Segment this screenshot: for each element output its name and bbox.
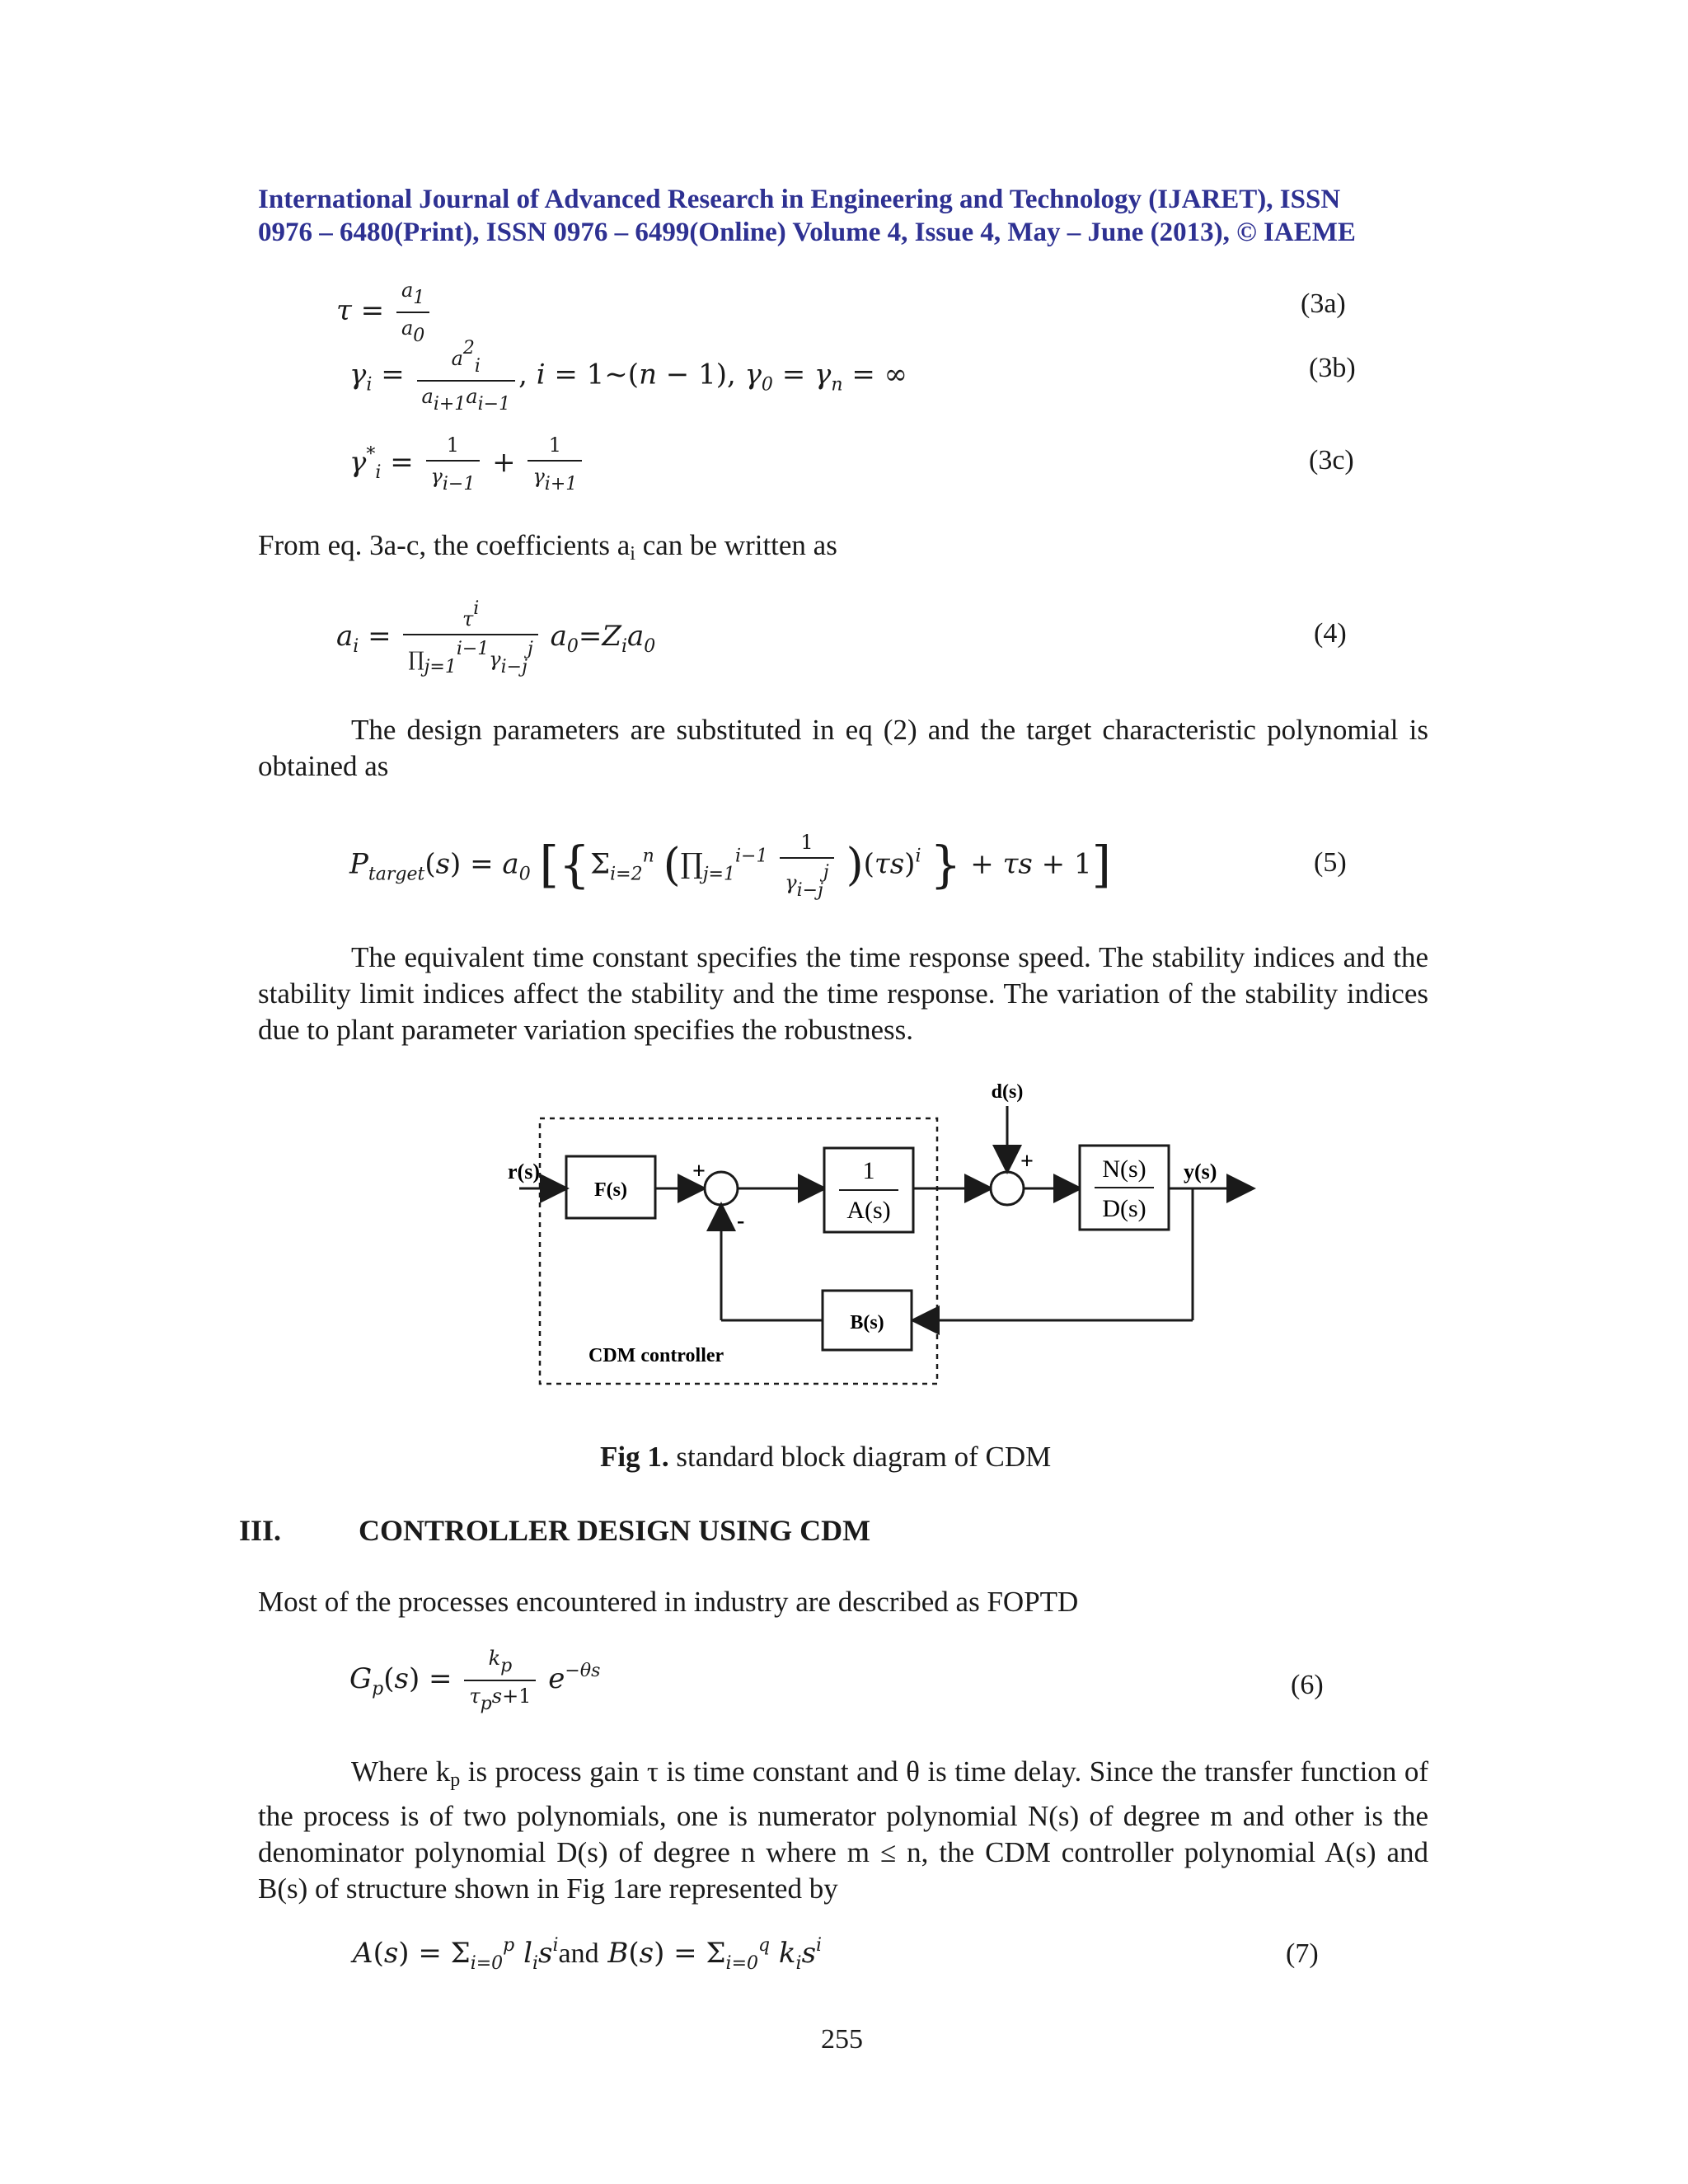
equation-5-number: (5) <box>1314 847 1347 878</box>
plus-sign-2: + <box>1020 1149 1034 1174</box>
block-plant-numerator: N(s) <box>1102 1155 1146 1183</box>
equation-3b: $\gamma_i$ = $\frac{a2i}{ai+1ai-1}$ , i = 1~(n − 1), $\gamma_0 = \gamma_n$ = ∞ <box>349 338 907 415</box>
header-line-1: International Journal of Advanced Research in Engineering and Technology (IJARET), ISSN <box>258 185 1341 214</box>
process-description-paragraph: Where kp is process gain τ is time constant and θ is time delay. Since the transfer function of the process is of two polynomials, one is numerator polynomial N(s) of degree m and other is the denominator polynomial D(s) of degree n where m ≤ n, the CDM controller polynomial A(s) and B(s) of structure shown in Fig 1are represented by <box>258 1755 1428 1905</box>
minus-sign: - <box>737 1208 745 1234</box>
block-plant-denominator: D(s) <box>1102 1195 1146 1222</box>
plus-sign-1: + <box>692 1159 706 1184</box>
equation-3c: $\gamma^*_i$ = $\frac{1}{\gamma i-1}$ + $\frac{1}{\gamma i+1}$ <box>349 434 585 494</box>
block-inverse-a-denominator: A(s) <box>846 1197 891 1224</box>
section-number: III. <box>239 1514 282 1547</box>
equation-4: $a_i$ = $\frac{\tau i}{\prod j=1i-1\gamma i-jj}$ $a_0=Z_ia_0$ <box>336 598 656 677</box>
block-f-label: F(s) <box>594 1179 627 1201</box>
journal-header <box>258 183 1428 249</box>
block-inverse-a-numerator: 1 <box>862 1157 875 1184</box>
disturbance-d-label: d(s) <box>991 1081 1024 1103</box>
equation-3c-number: (3c) <box>1309 445 1354 476</box>
equation-5: $P_{target}(s) = a_0$ [{$\Sigma_{i=2}^n$ ($\prod_{j=1}^{i-1}$ $\frac{1}{\gamma i-jj}$ )$(\tau s)^i$ } + τs + 1] <box>349 831 1112 901</box>
header-line-2: 0976 – 6480(Print), ISSN 0976 – 6499(Online) Volume 4, Issue 4, May – June (2013), © IAEME <box>258 218 1356 247</box>
coefficient-intro-text: From eq. 3a-c, the coefficients ai can be written as <box>258 529 837 565</box>
equation-3a-number: (3a) <box>1301 288 1346 319</box>
cdm-controller-label: CDM controller <box>588 1345 724 1366</box>
equivalent-time-paragraph: The equivalent time constant specifies the time response speed. The stability indices and the stability limit indices affect the stability and the time response. The variation of the stability indices due to plant parameter variation specifies the robustness. <box>258 941 1428 1046</box>
equation-3b-number: (3b) <box>1309 353 1356 383</box>
design-paragraph: The design parameters are substituted in eq (2) and the target characteristic polynomial is obtained as <box>258 714 1428 782</box>
summing-junction-2 <box>991 1172 1024 1205</box>
foptd-text: Most of the processes encountered in industry are described as FOPTD <box>258 1586 1079 1618</box>
equation-6: $G_p(s)$ = $\frac{kp}{\text{τps+1}}$ $e^{-\theta s}$ <box>349 1647 601 1714</box>
equation-7-number: (7) <box>1286 1938 1319 1969</box>
cdm-block-diagram <box>486 1071 1278 1401</box>
page-number: 255 <box>821 2024 863 2055</box>
figure-caption: Fig 1. standard block diagram of CDM <box>600 1441 1052 1473</box>
equation-4-number: (4) <box>1314 618 1347 649</box>
section-title: CONTROLLER DESIGN USING CDM <box>359 1514 871 1547</box>
input-r-label: r(s) <box>508 1160 540 1183</box>
equation-3a: τ = $\frac{a1}{a0}$ <box>336 279 433 346</box>
block-b-label: B(s) <box>850 1312 884 1333</box>
equation-6-number: (6) <box>1291 1670 1324 1700</box>
equation-7: $A(s) = \Sigma_{i=0}^p$ $l_is^iand$ $B(s) = \Sigma_{i=0}^q$ $k_is^i$ <box>353 1935 823 1974</box>
summing-junction-1 <box>705 1172 738 1205</box>
section-heading <box>239 1513 871 1548</box>
output-y-label: y(s) <box>1184 1160 1217 1183</box>
